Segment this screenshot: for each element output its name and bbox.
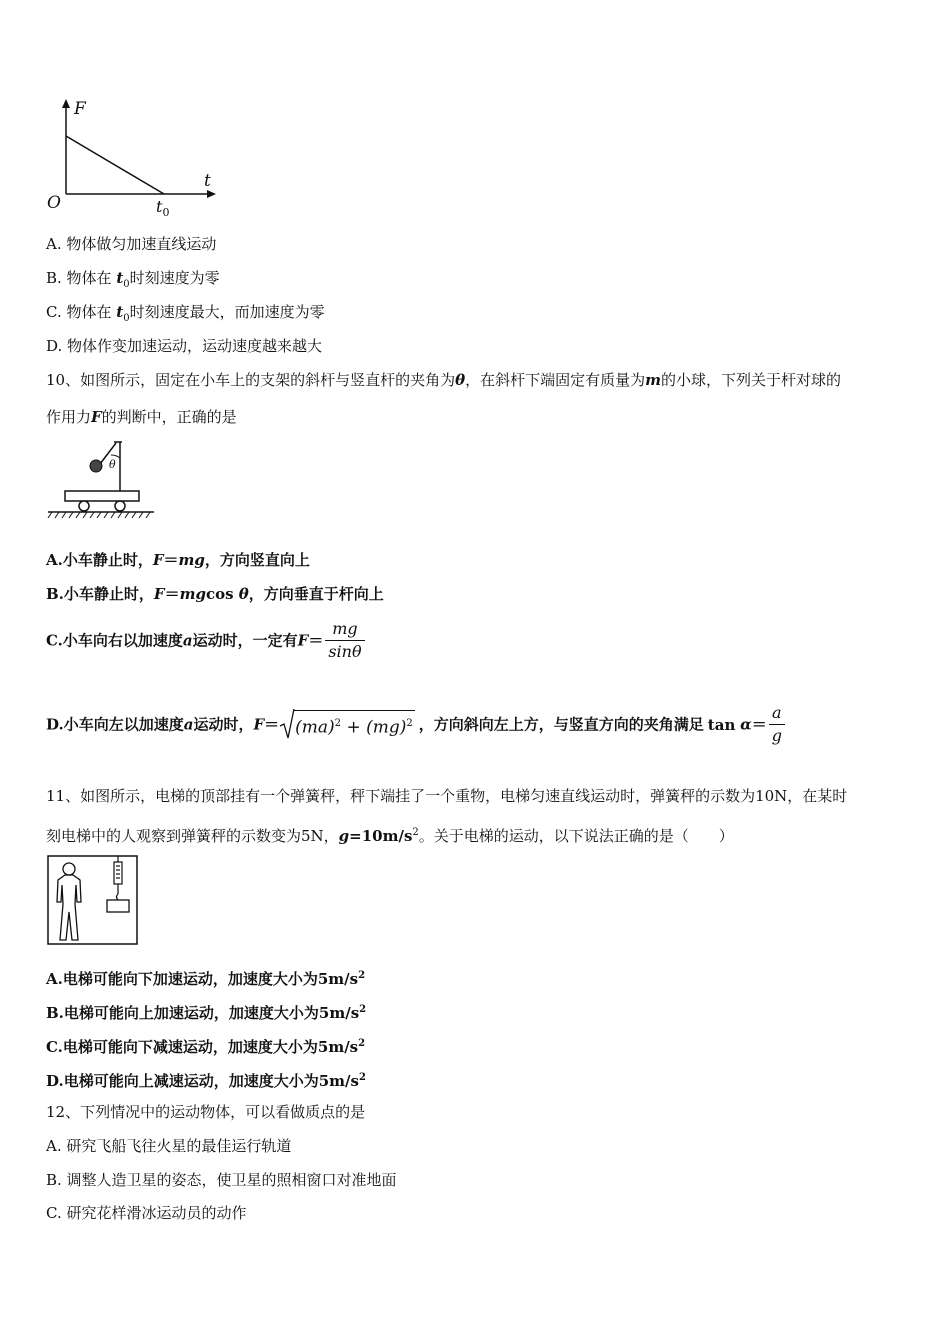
q11-b-text: B.电梯可能向上加速运动，加速度大小为5m/s [46, 1004, 360, 1022]
q10-d-mg: mg [372, 717, 400, 738]
q12-option-c: C. 研究花样滑冰运动员的动作 [46, 1204, 247, 1222]
q10-d-plus: + [346, 717, 361, 738]
q9-option-b [46, 268, 220, 295]
q10-b-cos: cos [205, 585, 239, 603]
q10-b-theta: θ [238, 585, 249, 603]
ball [90, 460, 102, 472]
q10-a-f: F [152, 551, 164, 569]
q11-d-sup: 2 [358, 1072, 366, 1083]
q10-a-mg: mg [178, 551, 205, 569]
q11-stem-line1: 11、如图所示，电梯的顶部挂有一个弹簧秤，秤下端挂了一个重物，电梯匀速直线运动时，弹簧秤的示数为10N，在某时 [46, 787, 848, 805]
q10-stem-line1 [46, 370, 841, 390]
q10-d-2: 运动时， [193, 715, 254, 734]
tick-label [156, 197, 169, 219]
q10-d-den: g [771, 726, 782, 745]
q10-c-eq: ＝ [308, 631, 324, 650]
q10-option-d [46, 702, 787, 747]
q10-c-den: sinθ [328, 642, 362, 661]
q10-c-2: 运动时，一定有 [192, 631, 298, 650]
q10-c-acc: a [182, 631, 193, 650]
q9-option-c [46, 302, 325, 329]
q11-stem-2c: 。关于电梯的运动，以下说法正确的是（ ） [418, 827, 734, 845]
q9-c-t: t [116, 303, 124, 321]
q10-d-fraction [769, 702, 785, 747]
q10-d-1: D.小车向左以加速度 [46, 715, 184, 734]
q11-a-text: A.电梯可能向下加速运动，加速度大小为5m/s [46, 970, 359, 988]
q9-option-d: D. 物体作变加速运动，运动速度越来越大 [46, 337, 323, 355]
q10-stem-1b: ，在斜杆下端固定有质量为 [465, 371, 646, 389]
q11-c-text: C.电梯可能向下减速运动，加速度大小为5m/s [46, 1038, 359, 1056]
q11-stem-2a: 刻电梯中的人观察到弹簧秤的示数变为5N， [46, 827, 339, 845]
q11-option-d [46, 1068, 366, 1091]
q12-option-b: B. 调整人造卫星的姿态，使卫星的照相窗口对准地面 [46, 1171, 397, 1189]
q10-c-f: F [297, 631, 309, 650]
q12-option-a: A. 研究飞船飞往火星的最佳运行轨道 [46, 1137, 292, 1155]
q10-stem-line2 [46, 407, 237, 427]
q10-option-a [46, 550, 310, 570]
q10-b-mg: mg [179, 585, 206, 603]
tick-label-sub: 0 [162, 206, 170, 219]
q10-d-ma: ma [301, 717, 329, 738]
q9-b-sub: 0 [123, 279, 130, 290]
q11-stem-line2 [46, 823, 734, 846]
q10-F: F [91, 408, 102, 426]
q10-a-2: ，方向竖直向上 [204, 551, 310, 569]
tick-label-t: t [156, 197, 163, 216]
q11-option-a [46, 966, 365, 989]
q10-d-num: a [769, 702, 785, 725]
origin-label: O [47, 193, 61, 213]
q10-d-radicand: (ma)$^2$ + (mg)$^2$ [293, 710, 415, 739]
q11-stem-sup: 2 [412, 827, 419, 838]
q11-a-sup: 2 [358, 970, 366, 981]
q11-b-sup: 2 [359, 1004, 367, 1015]
angle-label: θ [109, 458, 116, 471]
x-axis-label: t [204, 171, 211, 191]
force-time-graph [44, 96, 224, 220]
q9-c-pre: C. 物体在 [46, 303, 117, 321]
q9-c-sub: 0 [123, 313, 130, 324]
q10-d-acc: a [183, 715, 194, 734]
q9-b-t: t [116, 269, 124, 287]
q10-d-tan: tan [707, 715, 736, 734]
q12-stem: 12、下列情况中的运动物体，可以看做质点的是 [46, 1103, 366, 1121]
q10-option-b [46, 584, 384, 604]
q9-c-post: 时刻速度最大，而加速度为零 [129, 303, 325, 321]
q10-option-c [46, 618, 367, 663]
q10-stem-1c: 的小球，下列关于杆对球的 [661, 371, 842, 389]
q9-option-a: A. 物体做匀加速直线运动 [46, 235, 217, 253]
q11-option-c [46, 1034, 365, 1057]
q11-option-b [46, 1000, 366, 1023]
q10-d-eq2: ＝ [751, 715, 767, 734]
left-wheel [79, 501, 89, 511]
force-line [66, 136, 164, 194]
q11-g: g [338, 827, 350, 845]
q10-d-eq: ＝ [264, 715, 280, 734]
q11-stem-2b: =10m/s [349, 827, 413, 845]
cart-body [65, 491, 139, 501]
q10-a-eq: ＝ [163, 551, 179, 569]
q9-b-post: 时刻速度为零 [129, 269, 220, 287]
q10-b-eq: ＝ [164, 585, 180, 603]
y-axis-arrow [62, 99, 70, 108]
q10-b-1: B.小车静止时， [46, 585, 154, 603]
cart-figure [46, 436, 156, 520]
right-wheel [115, 501, 125, 511]
q10-c-1: C.小车向右以加速度 [46, 631, 183, 650]
q10-stem-2b: 的判断中，正确的是 [101, 408, 237, 426]
q11-d-text: D.电梯可能向上减速运动，加速度大小为5m/s [46, 1072, 359, 1090]
q10-a-1: A.小车静止时， [46, 551, 153, 569]
q10-c-num: mg [325, 618, 364, 641]
weight [107, 900, 129, 912]
q9-b-pre: B. 物体在 [46, 269, 117, 287]
q10-stem-2a: 作用力 [46, 408, 92, 426]
q10-d-sq1: 2 [334, 718, 342, 730]
q10-stem-1a: 10、如图所示，固定在小车上的支架的斜杆与竖直杆的夹角为 [46, 371, 456, 389]
q10-b-f: F [153, 585, 165, 603]
q10-c-fraction [325, 618, 364, 663]
q10-b-2: ，方向垂直于杆向上 [248, 585, 384, 603]
x-axis-arrow [207, 190, 216, 198]
q10-d-sqrt [279, 710, 415, 739]
q10-m: m [645, 371, 661, 389]
q10-d-sq2: 2 [406, 718, 413, 730]
ground-hatching [48, 512, 150, 518]
q10-d-alpha: α [740, 715, 752, 734]
q10-theta: θ [455, 371, 466, 389]
q10-d-f: F [253, 715, 265, 734]
y-axis-label: F [74, 99, 86, 119]
elevator-figure [46, 854, 140, 948]
q10-d-3: ，方向斜向左上方，与竖直方向的夹角满足 [418, 715, 704, 734]
q11-c-sup: 2 [358, 1038, 366, 1049]
